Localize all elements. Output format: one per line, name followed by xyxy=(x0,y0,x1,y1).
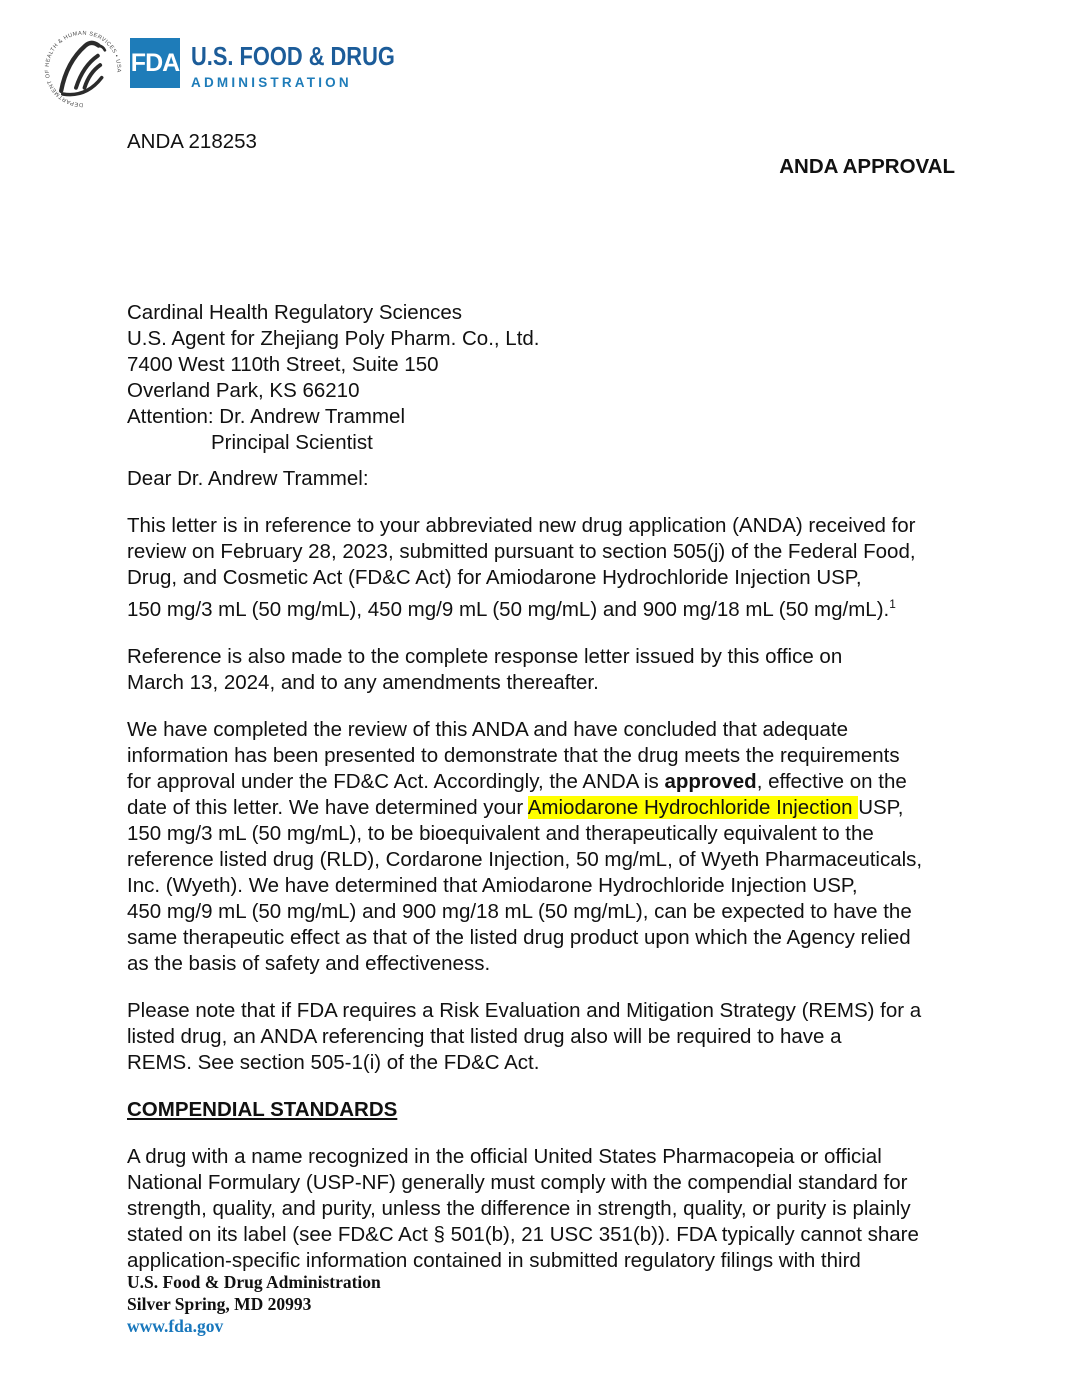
paragraph-compendial-standards: A drug with a name recognized in the official United States Pharmacopeia or official National Formulary (USP-NF) generally must comply with the compendial standard for strength, quality, and purity, unless the difference in strength, quality, or purity is plainly stated on its label (see FD&C Act § 501(b), 21 USC 351(b)). FDA typically cannot share application-specific information contained in submitted regulatory filings with third xyxy=(127,1144,919,1272)
fda-wordmark-line2: ADMINISTRATION xyxy=(191,75,352,90)
paragraph-response-letter-reference: Reference is also made to the complete response letter issued by this office on March 13, 2024, and to any amendments thereafter. xyxy=(127,644,843,694)
fda-logo-box: FDA xyxy=(130,38,180,88)
paragraph-rems-note: Please note that if FDA requires a Risk Evaluation and Mitigation Strategy (REMS) for a listed drug, an ANDA referencing that listed drug also will be required to have a REMS. See section 505-1(i) of the FD&C Act. xyxy=(127,998,922,1074)
svg-text:DEPARTMENT OF HEALTH & HUMAN S: DEPARTMENT OF HEALTH & HUMAN SERVICES • USA xyxy=(44,30,122,108)
recipient-attention-line: Attention: Dr. Andrew Trammel xyxy=(127,405,406,428)
recipient-line: Overland Park, KS 66210 xyxy=(127,379,360,402)
recipient-address-block xyxy=(127,300,539,456)
footer-address: Silver Spring, MD 20993 xyxy=(127,1294,312,1314)
paragraph-application-reference: This letter is in reference to your abbreviated new drug application (ANDA) received for review on February 28, 2023, submitted pursuant to section 505(j) of the Federal Food, Drug, and Cosmetic Act (FD&C Act) for Amiodarone Hydrochloride Injection USP, 150 mg/3 mL (50 mg/mL), 450 mg/9 mL (50 mg/mL) and 900 mg/18 mL (50 mg/mL).$^1$ xyxy=(127,514,916,621)
page-footer xyxy=(127,1271,381,1337)
hhs-seal-icon xyxy=(44,30,122,108)
recipient-line: U.S. Agent for Zhejiang Poly Pharm. Co., Ltd. xyxy=(127,327,540,350)
footer-website-link[interactable]: www.fda.gov xyxy=(127,1316,224,1336)
hhs-eagle-icon xyxy=(61,43,105,95)
fda-logo xyxy=(130,38,434,90)
footer-org: U.S. Food & Drug Administration xyxy=(127,1272,381,1292)
anda-number: ANDA 218253 xyxy=(127,130,257,153)
salutation: Dear Dr. Andrew Trammel: xyxy=(127,467,369,490)
paragraph-approval-statement: We have completed the review of this ANDA and have concluded that adequate information has been presented to demonstrate that the drug meets the requirements for approval under the FD&C Act. Accordingly, the ANDA is approved, effective on the date of this letter. We have determined your Amiodarone Hydrochloride Injection USP, 150 mg/3 mL (50 mg/mL), to be bioequivalent and therapeutically equivalent to the reference listed drug (RLD), Cordarone Injection, 50 mg/mL, of Wyeth Pharmaceuticals, Inc. (Wyeth). We have determined that Amiodarone Hydrochloride Injection USP, 450 mg/9 mL (50 mg/mL) and 900 mg/18 mL (50 mg/mL), can be expected to have the same therapeutic effect as that of the listed drug product upon which the Agency relied as the basis of safety and effectiveness. xyxy=(127,717,923,975)
agency-logo-row xyxy=(44,28,434,108)
recipient-line: 7400 West 110th Street, Suite 150 xyxy=(127,353,439,376)
approval-title: ANDA APPROVAL xyxy=(779,155,955,178)
fda-wordmark-line1: U.S. FOOD & DRUG xyxy=(191,41,395,71)
recipient-role-line: Principal Scientist xyxy=(211,431,373,454)
letter-body xyxy=(127,466,972,1295)
section-heading-compendial-standards: COMPENDIAL STANDARDS xyxy=(127,1097,398,1121)
fda-wordmark xyxy=(191,38,434,90)
recipient-line: Cardinal Health Regulatory Sciences xyxy=(127,301,463,324)
